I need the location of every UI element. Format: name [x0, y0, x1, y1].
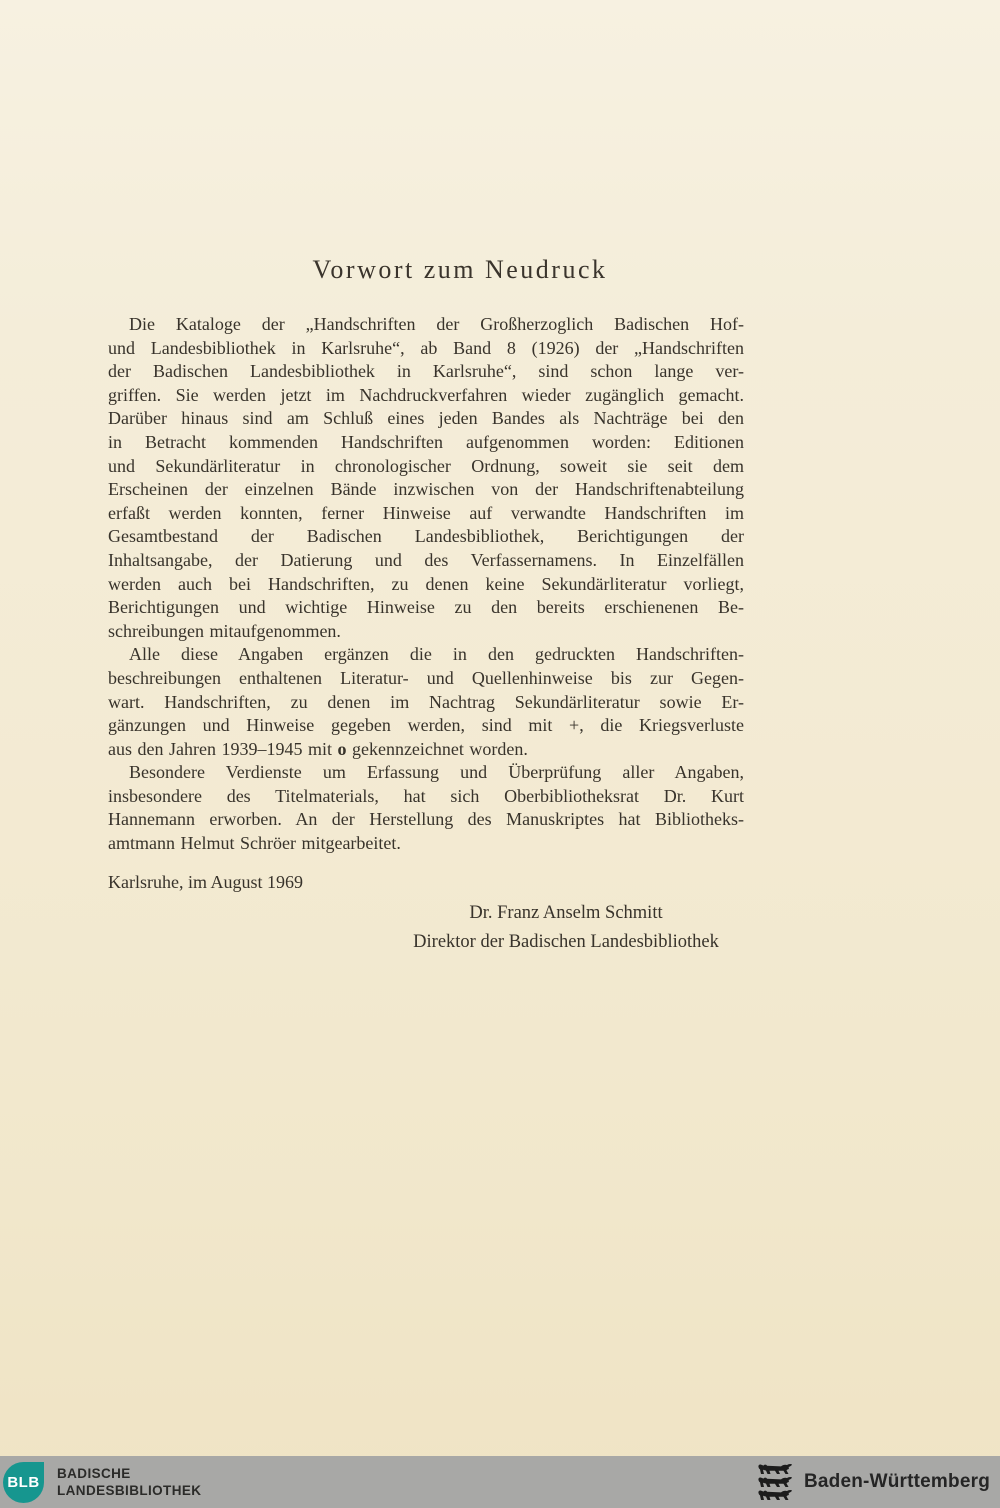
text-line: amtmann Helmut Schröer mitgearbeitet.: [108, 833, 401, 854]
lion-icon: [757, 1476, 793, 1488]
page-title: Vorwort zum Neudruck: [312, 255, 608, 284]
dateline: Karlsruhe, im August 1969: [108, 872, 303, 892]
library-name: [57, 1465, 201, 1499]
text-line: Inhaltsangabe, der Datierung und des Verfassernamens. In Einzelfällen: [108, 549, 744, 570]
library-name-line1: BADISCHE: [57, 1466, 131, 1481]
text-line: Erscheinen der einzelnen Bände inzwischen von der Handschriftenabteilung: [108, 479, 744, 500]
text-line: in Betracht kommenden Handschriften aufgenommen worden: Editionen: [108, 431, 744, 452]
text-line: werden auch bei Handschriften, zu denen keine Sekundärliteratur vorliegt,: [108, 573, 744, 594]
text-line: Besondere Verdienste um Erfassung und Überprüfung aller Angaben,: [129, 762, 744, 783]
text-line: Gesamtbestand der Badischen Landesbibliothek, Berichtigungen der: [108, 526, 744, 547]
three-lions-icon: [757, 1463, 793, 1501]
text-line: und Sekundärliteratur in chronologischer Ordnung, soweit sie seit dem: [108, 455, 744, 476]
text-segment: aus den Jahren 1939–1945 mit: [108, 738, 338, 759]
text-line: beschreibungen enthaltenen Literatur- und Quellenhinweise bis zur Gegen-: [108, 667, 744, 688]
blb-logo[interactable]: [3, 1462, 201, 1503]
text-line: schreibungen mitaufgenommen.: [108, 620, 341, 641]
text-segment: gekennzeichnet worden.: [346, 738, 528, 759]
text-line: Die Kataloge der „Handschriften der Großherzoglich Badischen Hof-: [129, 314, 744, 334]
lion-icon: [757, 1463, 793, 1475]
text-line: und Landesbibliothek in Karlsruhe“, ab Band 8 (1926) der „Handschriften: [108, 337, 744, 358]
text-line: Berichtigungen und wichtige Hinweise zu den bereits erschienenen Be-: [108, 597, 744, 618]
blb-logo-text: BLB: [7, 1473, 40, 1491]
text-line: insbesondere des Titelmaterials, hat sich Oberbibliotheksrat Dr. Kurt: [108, 785, 744, 806]
lion-icon: [757, 1489, 793, 1501]
library-name-line2: LANDESBIBLIOTHEK: [57, 1483, 202, 1498]
text-line: Alle diese Angaben ergänzen die in den gedruckten Handschriften-: [129, 644, 744, 665]
state-label: Baden-Württemberg: [803, 1471, 990, 1492]
baden-wuerttemberg-logo[interactable]: [757, 1463, 990, 1501]
text-line: wart. Handschriften, zu denen im Nachtrag Sekundärliteratur sowie Er-: [108, 691, 744, 712]
signature-block: [413, 899, 719, 956]
text-line: [108, 738, 744, 762]
text-line: Darüber hinaus sind am Schluß eines jeden Bandes als Nachträge bei den: [108, 408, 744, 429]
paragraph-1: [108, 313, 744, 643]
paragraph-3: [108, 761, 744, 855]
war-loss-marker: o: [337, 738, 347, 759]
paragraph-2: [108, 643, 744, 761]
footer-bar: [0, 1456, 1000, 1508]
text-line: der Badischen Landesbibliothek in Karlsruhe“, sind schon lange ver-: [108, 361, 744, 382]
text-line: Hannemann erworben. An der Herstellung des Manuskriptes hat Bibliotheks-: [108, 809, 744, 830]
text-line: gänzungen und Hinweise gegeben werden, sind mit +, die Kriegsverluste: [108, 715, 744, 736]
text-line: erfaßt werden konnten, ferner Hinweise auf verwandte Handschriften im: [108, 502, 744, 523]
signature-name: Dr. Franz Anselm Schmitt: [469, 903, 663, 923]
text-line: griffen. Sie werden jetzt im Nachdruckverfahren wieder zugänglich gemacht.: [108, 384, 744, 405]
preface-text: [108, 313, 744, 856]
signature-role: Direktor der Badischen Landesbibliothek: [413, 931, 719, 952]
blb-drop-icon: [3, 1462, 44, 1503]
